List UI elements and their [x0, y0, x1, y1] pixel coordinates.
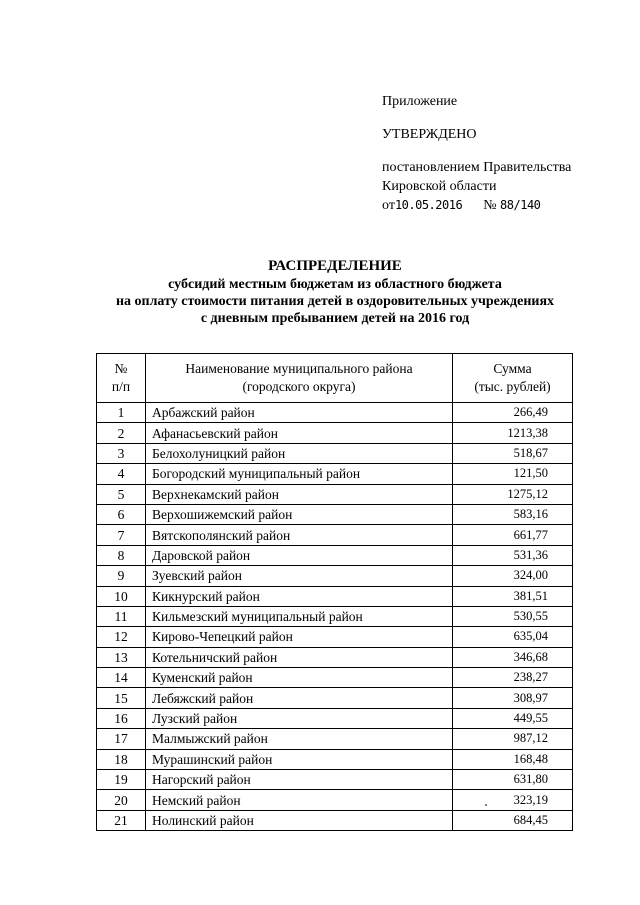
district-name: Богородский муниципальный район: [146, 464, 453, 484]
district-name: Лузский район: [146, 708, 453, 728]
header-sum-line2: (тыс. рублей): [474, 379, 551, 394]
header-name: [146, 354, 453, 403]
date-prefix: от: [382, 198, 395, 213]
row-number: 2: [97, 423, 146, 443]
district-name: Верхнекамский район: [146, 484, 453, 504]
row-number: 20: [97, 790, 146, 810]
subsidy-amount: 381,51: [453, 586, 573, 606]
row-number: 8: [97, 545, 146, 565]
row-number: 5: [97, 484, 146, 504]
subsidy-amount: 238,27: [453, 668, 573, 688]
subsidy-amount: 583,16: [453, 504, 573, 524]
district-name: Мурашинский район: [146, 749, 453, 769]
subsidy-amount: 1275,12: [453, 484, 573, 504]
row-number: 18: [97, 749, 146, 769]
subsidy-table: [96, 353, 573, 831]
row-number: 4: [97, 464, 146, 484]
title-main: РАСПРЕДЕЛЕНИЕ: [268, 258, 402, 274]
approval-block: [382, 92, 622, 215]
subsidy-amount: 168,48: [453, 749, 573, 769]
district-name: Зуевский район: [146, 566, 453, 586]
row-number: 11: [97, 606, 146, 626]
subsidy-amount: 324,00: [453, 566, 573, 586]
district-name: Котельничский район: [146, 647, 453, 667]
district-name: Куменский район: [146, 668, 453, 688]
table-row: [97, 708, 573, 728]
district-name: Малмыжский район: [146, 729, 453, 749]
appendix-label: Приложение: [382, 94, 458, 109]
district-name: Арбажский район: [146, 403, 453, 423]
decree-line-2: Кировской области: [382, 179, 497, 194]
table-row: [97, 566, 573, 586]
table-row: [97, 770, 573, 790]
table-row: [97, 729, 573, 749]
district-name: Кирово-Чепецкий район: [146, 627, 453, 647]
subsidy-amount: 531,36: [453, 545, 573, 565]
district-name: Белохолуницкий район: [146, 443, 453, 463]
district-name: Кикнурский район: [146, 586, 453, 606]
table-row: [97, 464, 573, 484]
subsidy-amount: 323,19: [453, 790, 573, 810]
table-row: [97, 423, 573, 443]
district-name: Вятскополянский район: [146, 525, 453, 545]
header-sum: [453, 354, 573, 403]
district-name: Немский район: [146, 790, 453, 810]
table-row: [97, 790, 573, 810]
district-name: Нолинский район: [146, 810, 453, 830]
table-row: [97, 749, 573, 769]
table-row: [97, 810, 573, 830]
table-header-row: [97, 354, 573, 403]
decree-line-1: постановлением Правительства: [382, 160, 572, 175]
decree-date-line: [382, 196, 622, 215]
row-number: 13: [97, 647, 146, 667]
scan-speck: [485, 804, 487, 806]
subsidy-amount: 661,77: [453, 525, 573, 545]
table-row: [97, 504, 573, 524]
row-number: 1: [97, 403, 146, 423]
subsidy-amount: 631,80: [453, 770, 573, 790]
approved-label: УТВЕРЖДЕНО: [382, 127, 477, 142]
subsidy-amount: 121,50: [453, 464, 573, 484]
row-number: 10: [97, 586, 146, 606]
subsidy-amount: 1213,38: [453, 423, 573, 443]
row-number: 15: [97, 688, 146, 708]
district-name: Лебяжский район: [146, 688, 453, 708]
decree-date: 10.05.2016: [394, 198, 463, 212]
subsidy-amount: 684,45: [453, 810, 573, 830]
table-body: [97, 403, 573, 831]
subsidy-amount: 346,68: [453, 647, 573, 667]
district-name: Верхошижемский район: [146, 504, 453, 524]
table-row: [97, 627, 573, 647]
table-row: [97, 403, 573, 423]
number-prefix: №: [483, 198, 497, 213]
district-name: Нагорский район: [146, 770, 453, 790]
row-number: 14: [97, 668, 146, 688]
table-row: [97, 443, 573, 463]
row-number: 3: [97, 443, 146, 463]
subsidy-amount: 308,97: [453, 688, 573, 708]
row-number: 17: [97, 729, 146, 749]
table-row: [97, 647, 573, 667]
title-line-1: субсидий местным бюджетам из областного бюджета: [168, 277, 502, 292]
district-name: Даровской район: [146, 545, 453, 565]
table-row: [97, 545, 573, 565]
table-row: [97, 586, 573, 606]
subsidy-amount: 987,12: [453, 729, 573, 749]
table-row: [97, 668, 573, 688]
subsidy-amount: 518,67: [453, 443, 573, 463]
row-number: 16: [97, 708, 146, 728]
district-name: Кильмезский муниципальный район: [146, 606, 453, 626]
row-number: 19: [97, 770, 146, 790]
document-title: [60, 258, 610, 327]
row-number: 12: [97, 627, 146, 647]
header-num-line1: №: [114, 361, 128, 376]
title-line-3: с дневным пребыванием детей на 2016 год: [200, 311, 470, 326]
header-name-line1: Наименование муниципального района: [185, 361, 413, 376]
decree-number: 88/140: [500, 198, 541, 212]
header-num: [97, 354, 146, 403]
row-number: 6: [97, 504, 146, 524]
subsidy-amount: 449,55: [453, 708, 573, 728]
subsidy-amount: 635,04: [453, 627, 573, 647]
title-line-2: на оплату стоимости питания детей в оздоровительных учреждениях: [115, 294, 555, 309]
table-row: [97, 688, 573, 708]
subsidy-amount: 266,49: [453, 403, 573, 423]
district-name: Афанасьевский район: [146, 423, 453, 443]
row-number: 9: [97, 566, 146, 586]
header-name-line2: (городского округа): [242, 379, 356, 394]
subsidy-amount: 530,55: [453, 606, 573, 626]
row-number: 21: [97, 810, 146, 830]
header-num-line2: п/п: [111, 379, 131, 394]
table-row: [97, 525, 573, 545]
table-row: [97, 484, 573, 504]
table-row: [97, 606, 573, 626]
header-sum-line1: Сумма: [493, 361, 532, 376]
row-number: 7: [97, 525, 146, 545]
